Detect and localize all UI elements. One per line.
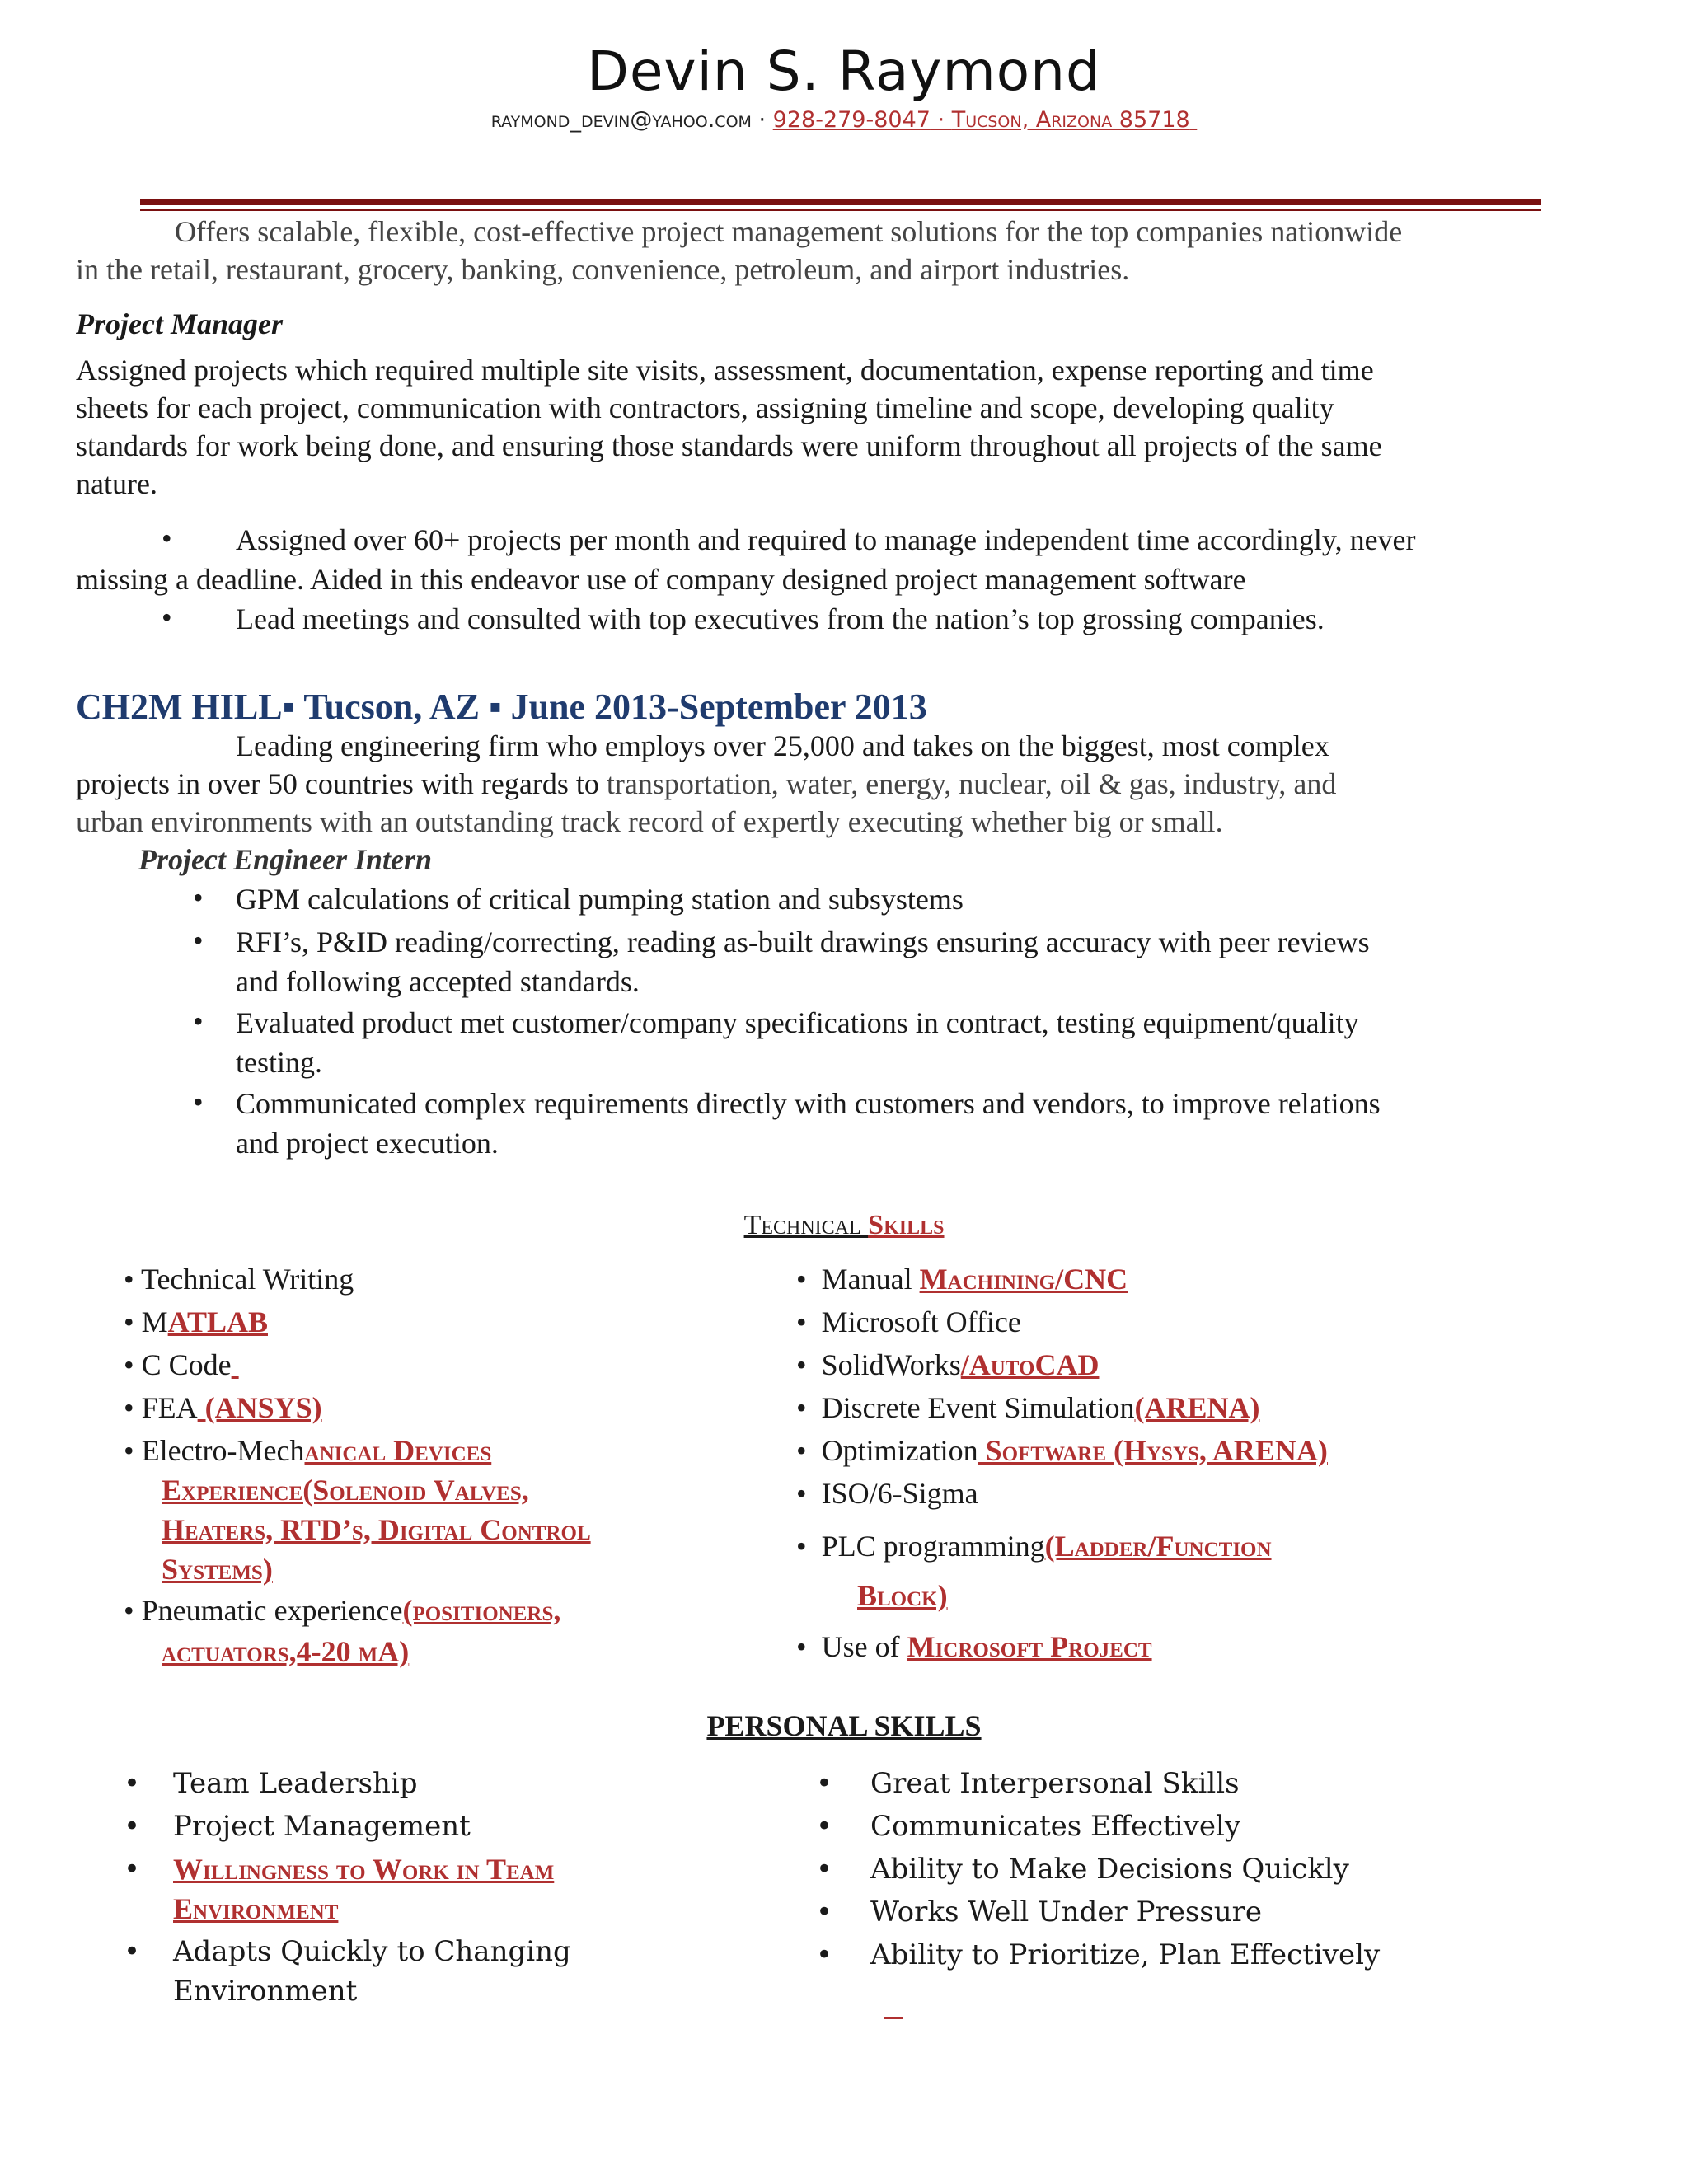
personal-interpersonal: Great Interpersonal Skills bbox=[870, 1767, 1240, 1800]
bullet-icon: • bbox=[796, 1477, 807, 1510]
skill-link-pneumatic-line-2[interactable] bbox=[162, 1630, 409, 1673]
skill-link-ladder[interactable]: (Ladder/Function bbox=[1044, 1530, 1272, 1563]
skill-discrete-event bbox=[796, 1386, 1260, 1429]
personal-prioritize: Ability to Prioritize, Plan Effectively bbox=[870, 1938, 1381, 1971]
job1-bullet-1-line-1: Assigned over 60+ projects per month and required to manage independent time accordingly, never bbox=[236, 523, 1416, 556]
skill-label: PLC programming bbox=[821, 1530, 1045, 1563]
contact-line bbox=[0, 107, 1688, 133]
personal-pressure: Works Well Under Pressure bbox=[870, 1896, 1262, 1929]
job2-bullet-2-line-1: RFI’s, P&ID reading/correcting, reading as-built drawings ensuring accuracy with peer reviews bbox=[236, 926, 1370, 958]
bullet-icon: • bbox=[816, 1938, 833, 1971]
personal-link-willingness[interactable]: Willingness to Work in Team bbox=[173, 1853, 555, 1886]
skill-link-c-code[interactable] bbox=[232, 1348, 239, 1381]
bullet-icon: • bbox=[193, 1085, 204, 1118]
personal-team-leadership: Team Leadership bbox=[173, 1767, 418, 1800]
job-title-project-manager: Project Manager bbox=[76, 307, 283, 340]
bullet-icon: • bbox=[193, 924, 204, 957]
phone-location-link[interactable] bbox=[773, 107, 1198, 133]
bullet-icon: • bbox=[193, 1005, 204, 1038]
skill-solidworks bbox=[796, 1343, 1099, 1386]
skill-link-electro-mech-line-4[interactable] bbox=[162, 1548, 273, 1591]
technical-skills-heading bbox=[0, 1210, 1688, 1241]
candidate-name: Devin S. Raymond bbox=[587, 40, 1101, 103]
bullet-icon: • bbox=[124, 1767, 141, 1800]
job2-desc-line-2a: projects in over 50 countries with regards to bbox=[76, 767, 607, 800]
empty-link-underline[interactable] bbox=[884, 1990, 903, 2022]
skill-pneumatic bbox=[124, 1589, 560, 1632]
skill-label: M bbox=[141, 1305, 168, 1338]
bullet-icon: • bbox=[816, 1767, 833, 1800]
skill-link-autocad[interactable]: /AutoCAD bbox=[960, 1348, 1100, 1381]
bullet-icon: • bbox=[124, 1434, 134, 1467]
bullet-icon: • bbox=[124, 1810, 141, 1843]
skill-label: Discrete Event Simulation bbox=[821, 1391, 1135, 1424]
job1-desc-line-2: sheets for each project, communication with contractors, assigning timeline and scope, developing quality bbox=[76, 391, 1334, 424]
skill-link-matlab[interactable]: ATLAB bbox=[167, 1305, 268, 1338]
skill-label: SolidWorks bbox=[821, 1348, 961, 1381]
skill-link-text[interactable]: actuators,4-20 mA) bbox=[162, 1635, 410, 1668]
skill-optimization bbox=[796, 1429, 1328, 1472]
personal-adapts-line-1: Adapts Quickly to Changing bbox=[173, 1935, 571, 1968]
separator: · bbox=[751, 107, 773, 133]
skill-link-machining[interactable]: Machining/CNC bbox=[919, 1263, 1128, 1296]
skill-label: Technical Writing bbox=[140, 1263, 354, 1296]
heading-skills: Skills bbox=[868, 1210, 945, 1240]
job1-bullet-2: Lead meetings and consulted with top executives from the nation’s top grossing companies. bbox=[236, 602, 1325, 635]
bullet-icon: • bbox=[796, 1391, 807, 1424]
phone-text: 928-279-8047 bbox=[772, 107, 931, 133]
bullet-icon: • bbox=[796, 1305, 807, 1338]
skill-link-electro-mech[interactable]: anical Devices bbox=[304, 1434, 492, 1467]
skill-link-ms-project[interactable]: Microsoft Project bbox=[907, 1630, 1152, 1663]
skill-fea bbox=[124, 1386, 322, 1429]
job1-desc-line-1: Assigned projects which required multiple site visits, assessment, documentation, expense reporting and time bbox=[76, 354, 1374, 387]
bullet-icon: • bbox=[124, 1348, 134, 1381]
job2-bullet-3-line-2: testing. bbox=[236, 1046, 322, 1079]
intro-line-2: in the retail, restaurant, grocery, banking, convenience, petroleum, and airport industries. bbox=[76, 253, 1130, 286]
email-text: raymond_devin@yahoo.com bbox=[490, 107, 752, 133]
skill-electro-mechanical bbox=[124, 1429, 491, 1472]
separator: · bbox=[930, 107, 952, 133]
skill-microsoft-office bbox=[796, 1301, 1021, 1343]
bullet-icon: • bbox=[162, 522, 172, 555]
skill-label: ISO/6-Sigma bbox=[821, 1477, 978, 1510]
skill-link-positioners[interactable]: (positioners, bbox=[402, 1594, 561, 1627]
skill-technical-writing bbox=[124, 1258, 354, 1301]
bullet-icon: • bbox=[162, 601, 172, 634]
company-heading-ch2m-hill: CH2M HILL▪ Tucson, AZ ▪ June 2013-September 2013 bbox=[76, 687, 927, 727]
bullet-icon: • bbox=[124, 1935, 141, 1968]
skill-label: FEA bbox=[141, 1391, 198, 1424]
job2-bullet-3-line-1: Evaluated product met customer/company specifications in contract, testing equipment/quality bbox=[236, 1006, 1359, 1039]
job2-bullet-2-line-2: and following accepted standards. bbox=[236, 965, 640, 998]
skill-link-software[interactable]: Software (Hysys, ARENA) bbox=[978, 1434, 1328, 1467]
job2-desc-line-3: urban environments with an outstanding track record of expertly executing whether big or small. bbox=[76, 805, 1223, 838]
personal-willingness-line-2[interactable] bbox=[173, 1887, 338, 1931]
skill-link-arena[interactable]: (ARENA) bbox=[1134, 1391, 1260, 1424]
job2-bullet-4-line-2: and project execution. bbox=[236, 1127, 499, 1160]
personal-decisions: Ability to Make Decisions Quickly bbox=[870, 1853, 1349, 1886]
bullet-icon: • bbox=[796, 1348, 807, 1381]
intro-line-1: Offers scalable, flexible, cost-effective project management solutions for the top companies nationwide bbox=[175, 215, 1403, 248]
skill-link-plc-line-2[interactable] bbox=[857, 1574, 948, 1617]
skill-plc bbox=[796, 1525, 1272, 1568]
skill-label: Electro-Mech bbox=[141, 1434, 305, 1467]
bullet-icon: • bbox=[124, 1853, 141, 1886]
bullet-icon: • bbox=[816, 1853, 833, 1886]
personal-project-management: Project Management bbox=[173, 1810, 471, 1843]
skill-c-code bbox=[124, 1343, 239, 1386]
bullet-icon: • bbox=[124, 1263, 134, 1296]
heading-technical: Technical bbox=[743, 1210, 869, 1240]
skill-link-text[interactable]: Heaters, RTD’s, Digital Control bbox=[162, 1513, 591, 1546]
skill-label: Microsoft Office bbox=[821, 1305, 1021, 1338]
job1-bullet-1-line-2: missing a deadline. Aided in this endeavor use of company designed project management software bbox=[76, 563, 1246, 596]
skill-label: Manual bbox=[821, 1263, 920, 1296]
job2-desc-line-2b: transportation, water, energy, nuclear, oil & gas, industry, and bbox=[606, 767, 1337, 800]
job2-desc-line-2 bbox=[76, 765, 1336, 803]
job-title-project-engineer-intern: Project Engineer Intern bbox=[138, 843, 433, 876]
skill-link-ansys[interactable]: (ANSYS) bbox=[197, 1391, 322, 1424]
skill-label: C Code bbox=[141, 1348, 232, 1381]
skill-link-text[interactable]: Experience(Solenoid Valves, bbox=[162, 1474, 529, 1507]
bullet-icon: • bbox=[796, 1434, 807, 1467]
personal-willingness[interactable] bbox=[173, 1848, 554, 1891]
skill-iso-six-sigma bbox=[796, 1472, 978, 1515]
personal-skills-heading: PERSONAL SKILLS bbox=[706, 1709, 982, 1742]
bullet-icon: • bbox=[816, 1810, 833, 1843]
location-text: Tucson, Arizona 85718 bbox=[951, 107, 1190, 133]
bullet-icon: • bbox=[124, 1305, 134, 1338]
skill-manual-machining bbox=[796, 1258, 1128, 1301]
bullet-icon: • bbox=[796, 1530, 807, 1563]
personal-adapts-line-2: Environment bbox=[173, 1975, 358, 2008]
bullet-icon: • bbox=[124, 1594, 134, 1627]
empty-link[interactable] bbox=[884, 1985, 903, 2027]
job2-desc-line-1: Leading engineering firm who employs over 25,000 and takes on the biggest, most complex bbox=[236, 729, 1329, 762]
personal-communicates: Communicates Effectively bbox=[870, 1810, 1241, 1843]
skill-link-electro-mech-line-2[interactable] bbox=[162, 1469, 529, 1511]
job2-bullet-4-line-1: Communicated complex requirements directly with customers and vendors, to improve relations bbox=[236, 1087, 1381, 1120]
skill-matlab bbox=[124, 1301, 268, 1343]
bullet-icon: • bbox=[124, 1391, 134, 1424]
skill-label: Optimization bbox=[821, 1434, 978, 1467]
header-rule-thin bbox=[140, 209, 1541, 211]
bullet-icon: • bbox=[816, 1896, 833, 1929]
skill-link-electro-mech-line-3[interactable] bbox=[162, 1508, 591, 1551]
bullet-icon: • bbox=[796, 1630, 807, 1663]
bullet-icon: • bbox=[796, 1263, 807, 1296]
job1-desc-line-4: nature. bbox=[76, 467, 157, 500]
skill-link-text[interactable]: Block) bbox=[857, 1579, 948, 1612]
personal-link-environment[interactable]: Environment bbox=[173, 1892, 339, 1925]
skill-microsoft-project bbox=[796, 1625, 1152, 1668]
job2-bullet-1: GPM calculations of critical pumping station and subsystems bbox=[236, 883, 964, 916]
bullet-icon: • bbox=[193, 881, 204, 914]
job1-desc-line-3: standards for work being done, and ensuring those standards were uniform throughout all projects of the same bbox=[76, 429, 1382, 462]
skill-label: Pneumatic experience bbox=[141, 1594, 403, 1627]
skill-label: Use of bbox=[821, 1630, 907, 1663]
header-rule-thick bbox=[140, 199, 1541, 205]
skill-link-text[interactable]: Systems) bbox=[162, 1553, 273, 1586]
